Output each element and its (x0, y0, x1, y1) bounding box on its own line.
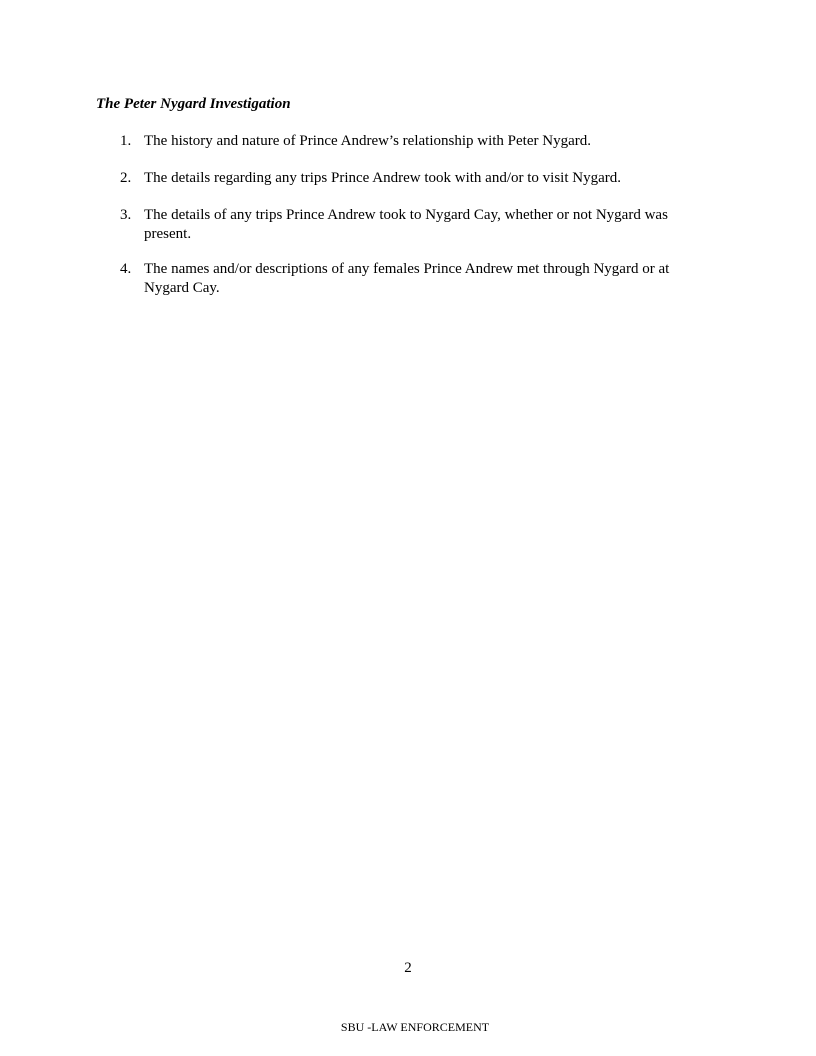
list-item-number: 2. (120, 170, 132, 186)
list-item-text: The details of any trips Prince Andrew took to Nygard Cay, whether or not Nygard was present. (144, 207, 668, 242)
section-heading: The Peter Nygard Investigation (96, 96, 291, 112)
list-item-number: 3. (120, 207, 132, 223)
list-item-number: 4. (120, 261, 132, 277)
list-item-text: The history and nature of Prince Andrew’s relationship with Peter Nygard. (144, 133, 591, 149)
list-item-text: The details regarding any trips Prince Andrew took with and/or to visit Nygard. (144, 170, 621, 186)
page-number: 2 (404, 960, 412, 976)
list-item-number: 1. (120, 133, 132, 149)
list-item-text: The names and/or descriptions of any females Prince Andrew met through Nygard or at Nygard Cay. (144, 261, 670, 296)
footer-classification-label: SBU -LAW ENFORCEMENT (340, 1020, 490, 1034)
